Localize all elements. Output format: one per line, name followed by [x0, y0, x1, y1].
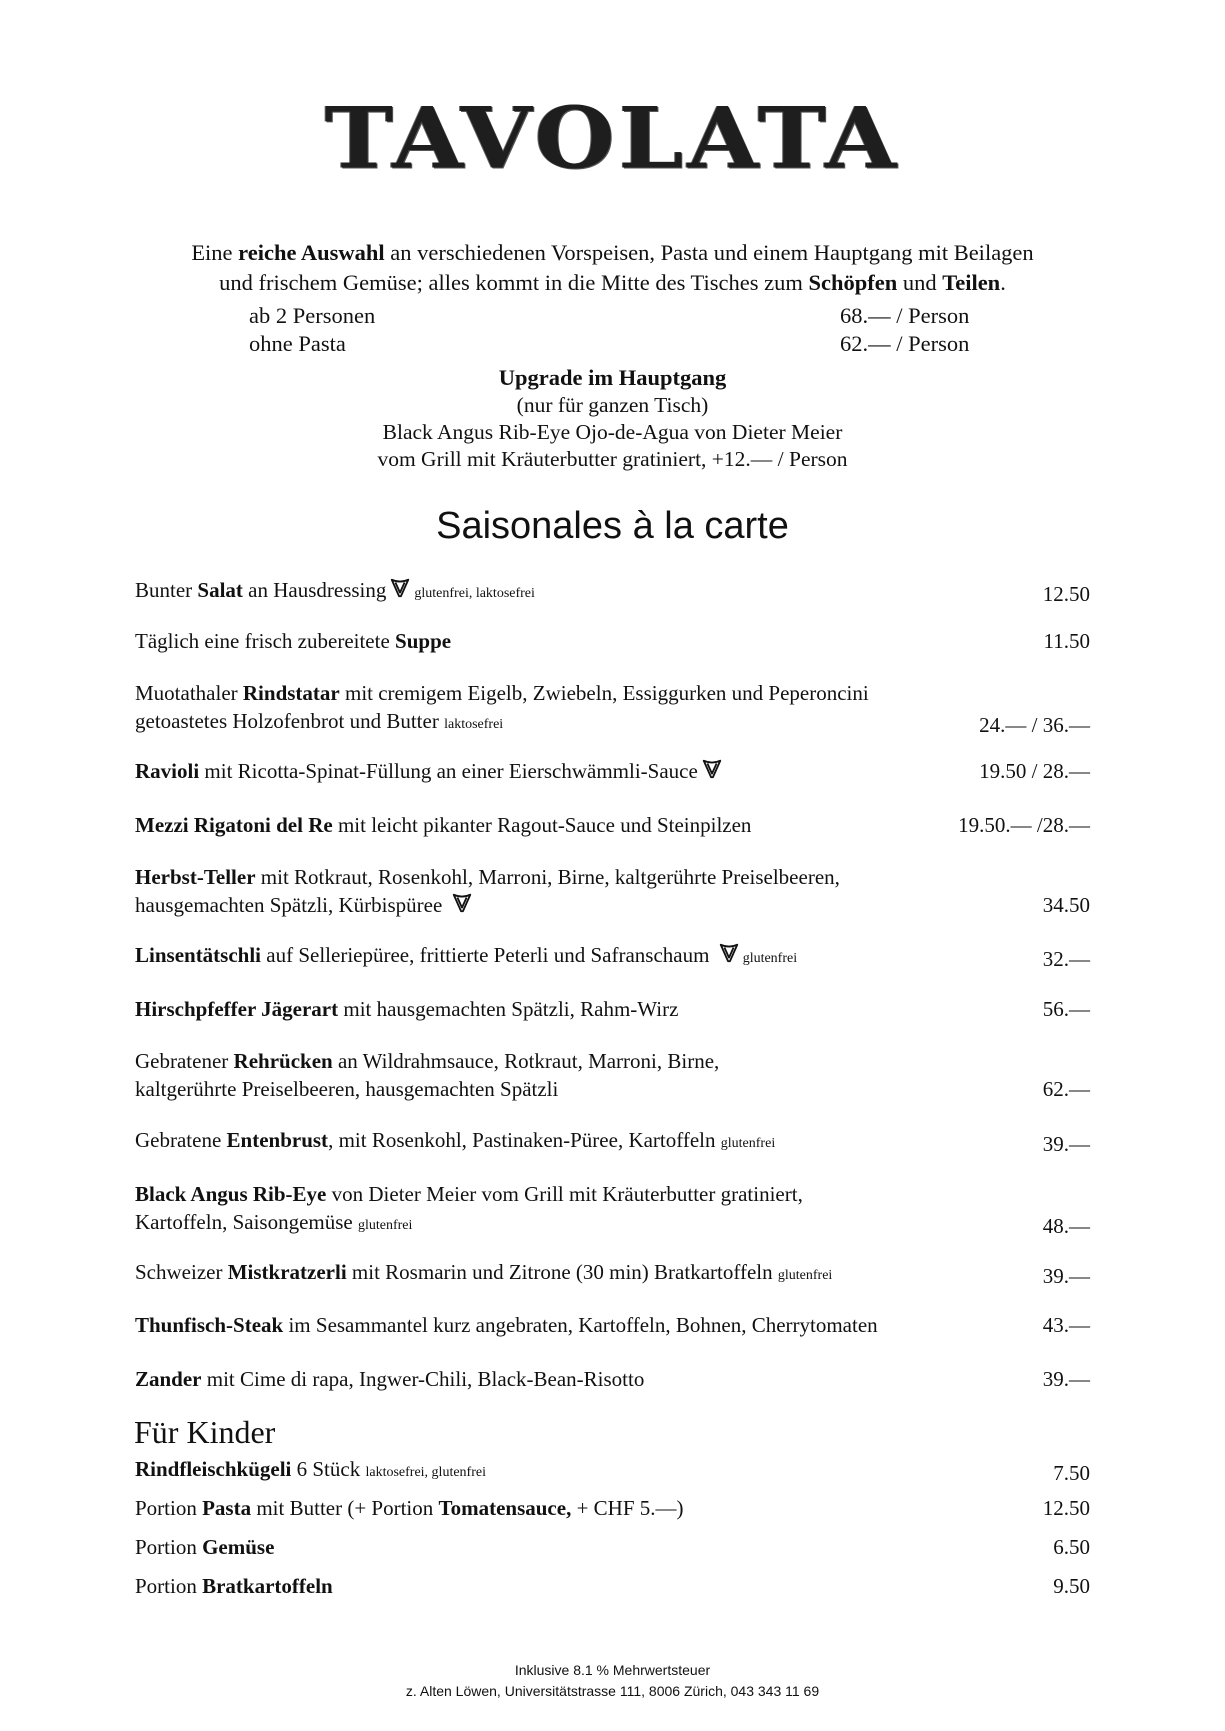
- item-price: 39.—: [1042, 1132, 1090, 1156]
- dish-name: Ravioli: [135, 759, 200, 783]
- description-line: [135, 576, 955, 608]
- kids-item: [135, 1494, 1090, 1522]
- dish-text: mit hausgemachten Spätzli, Rahm-Wirz: [338, 997, 679, 1021]
- upgrade-line-2: vom Grill mit Kräuterbutter gratiniert, +12.— / Person: [377, 447, 848, 471]
- menu-item: [135, 1365, 1090, 1393]
- diet-note: glutenfrei: [720, 1136, 776, 1151]
- dish-text: und frischem Gemüse; alles kommt in die Mitte des Tisches zum: [219, 270, 809, 295]
- description-line: [135, 1311, 955, 1339]
- dish-text: auf Selleriepüree, frittierte Peterli und Safranschaum: [261, 943, 715, 967]
- description-line: [135, 1258, 955, 1290]
- item-price: 24.— / 36.—: [979, 713, 1090, 737]
- menu-item: [135, 679, 1090, 739]
- description-line: [135, 811, 955, 839]
- dish-text: im Sesammantel kurz angebraten, Kartoffeln, Bohnen, Cherrytomaten: [283, 1313, 878, 1337]
- item-description: [135, 1365, 955, 1393]
- dish-text: getoastetes Holzofenbrot und Butter: [135, 709, 445, 733]
- menu-item: [135, 1311, 1090, 1339]
- dish-text: Portion: [135, 1574, 203, 1598]
- kids-item: [135, 1572, 1090, 1600]
- item-description: [135, 1180, 955, 1240]
- item-description: [135, 1126, 955, 1158]
- menu-item: [135, 1180, 1090, 1240]
- price-label: ohne Pasta: [249, 331, 346, 356]
- intro-line-2: [0, 268, 1225, 298]
- diet-note: laktosefrei: [444, 717, 504, 732]
- menu-item: [135, 576, 1090, 608]
- dish-text: und: [897, 270, 943, 295]
- item-price: 7.50: [1053, 1461, 1090, 1485]
- dish-text: von Dieter Meier vom Grill mit Kräuterbutter gratiniert,: [326, 1182, 803, 1206]
- dish-text: mit Ricotta-Spinat-Füllung an einer Eierschwämmli-Sauce: [199, 759, 698, 783]
- dish-text: an Hausdressing: [242, 578, 387, 602]
- kids-item: [135, 1533, 1090, 1561]
- item-description: [135, 941, 955, 973]
- item-price: 12.50: [1042, 582, 1090, 606]
- item-price: 19.50.— /28.—: [958, 813, 1090, 837]
- menu-item: [135, 941, 1090, 973]
- dish-name: Mistkratzerli: [227, 1260, 347, 1284]
- intro-text: [0, 238, 1225, 298]
- dish-name: Pasta: [202, 1496, 252, 1520]
- dish-text: Bunter: [135, 578, 198, 602]
- item-price: 12.50: [1042, 1496, 1090, 1520]
- diet-note: laktosefrei, glutenfrei: [365, 1465, 486, 1480]
- diet-note: glutenfrei: [357, 1218, 413, 1233]
- item-description: [135, 811, 955, 839]
- dish-text: Gebratene: [135, 1128, 227, 1152]
- dish-text: kaltgerührte Preiselbeeren, hausgemachten Spätzli: [135, 1077, 559, 1101]
- dish-name: Tomatensauce,: [438, 1496, 572, 1520]
- dish-text: Eine: [191, 240, 239, 265]
- dish-text: mit Butter (+ Portion: [251, 1496, 439, 1520]
- item-price: 56.—: [1042, 997, 1090, 1021]
- description-line: [135, 1047, 955, 1075]
- diet-note: glutenfrei: [742, 951, 798, 966]
- menu-item: [135, 995, 1090, 1023]
- menu-item: [135, 863, 1090, 919]
- dish-text: hausgemachten Spätzli, Kürbispüree: [135, 893, 448, 917]
- dish-text: Kartoffeln, Saisongemüse: [135, 1210, 358, 1234]
- item-price: 43.—: [1042, 1313, 1090, 1337]
- dish-name: Herbst-Teller: [135, 865, 256, 889]
- dish-text: an Wildrahmsauce, Rotkraut, Marroni, Birne,: [332, 1049, 720, 1073]
- item-price: 6.50: [1053, 1535, 1090, 1559]
- item-price: 19.50 / 28.—: [979, 759, 1090, 783]
- description-line: [135, 627, 955, 655]
- item-description: [135, 679, 955, 739]
- item-description: [135, 1572, 955, 1600]
- item-description: [135, 1311, 955, 1339]
- item-price: 39.—: [1042, 1367, 1090, 1391]
- dish-text: mit leicht pikanter Ragout-Sauce und Steinpilzen: [332, 813, 752, 837]
- dish-text: Portion: [135, 1496, 203, 1520]
- description-line: [135, 1208, 955, 1240]
- restaurant-logo: [0, 88, 1225, 188]
- item-description: [135, 1258, 955, 1290]
- item-price: 62.—: [1042, 1077, 1090, 1101]
- dish-name: Teilen: [942, 270, 1001, 295]
- description-line: [135, 1572, 955, 1600]
- dish-name: Zander: [135, 1367, 202, 1391]
- description-line: [135, 1180, 955, 1208]
- vegetarian-icon: [389, 577, 411, 599]
- item-description: [135, 576, 955, 608]
- item-description: [135, 1533, 955, 1561]
- dish-name: Thunfisch-Steak: [135, 1313, 284, 1337]
- kids-item: [135, 1455, 1090, 1487]
- description-line: [135, 1494, 955, 1522]
- description-line: [135, 1126, 955, 1158]
- diet-note: glutenfrei: [777, 1268, 833, 1283]
- item-price: 11.50: [1043, 629, 1090, 653]
- dish-text: Muotathaler: [135, 681, 243, 705]
- dish-name: Linsentätschli: [135, 943, 262, 967]
- dish-name: Rindfleischkügeli: [135, 1457, 292, 1481]
- item-description: [135, 757, 955, 785]
- item-description: [135, 995, 955, 1023]
- description-line: [135, 863, 955, 891]
- dish-text: 6 Stück: [291, 1457, 366, 1481]
- description-line: [135, 995, 955, 1023]
- description-line: [135, 757, 955, 785]
- dish-text: mit Cime di rapa, Ingwer-Chili, Black-Bean-Risotto: [201, 1367, 645, 1391]
- item-description: [135, 1047, 955, 1103]
- item-description: [135, 1455, 955, 1487]
- menu-item: [135, 1126, 1090, 1158]
- item-description: [135, 1494, 955, 1522]
- description-line: [135, 1533, 955, 1561]
- dish-text: mit cremigem Eigelb, Zwiebeln, Essiggurken und Peperoncini: [339, 681, 869, 705]
- item-price: 32.—: [1042, 947, 1090, 971]
- item-description: [135, 627, 955, 655]
- item-description: [135, 863, 955, 919]
- footer-vat: Inklusive 8.1 % Mehrwertsteuer: [514, 1662, 711, 1678]
- description-line: [135, 941, 955, 973]
- item-price: 34.50: [1042, 893, 1090, 917]
- dish-name: Gemüse: [202, 1535, 275, 1559]
- dish-text: mit Rosmarin und Zitrone (30 min) Bratkartoffeln: [346, 1260, 778, 1284]
- description-line: [135, 679, 955, 707]
- dish-name: Entenbrust: [226, 1128, 329, 1152]
- dish-text: an verschiedenen Vorspeisen, Pasta und einem Hauptgang mit Beilagen: [384, 240, 1034, 265]
- dish-name: Hirschpfeffer Jägerart: [135, 997, 339, 1021]
- dish-name: Rindstatar: [242, 681, 340, 705]
- vegetarian-icon: [718, 942, 740, 964]
- dish-text: Portion: [135, 1535, 203, 1559]
- menu-item: [135, 757, 1090, 785]
- diet-note: glutenfrei, laktosefrei: [414, 586, 535, 601]
- dish-text: Schweizer: [135, 1260, 228, 1284]
- intro-line-1: [0, 238, 1225, 268]
- upgrade-block: [0, 364, 1225, 473]
- description-line: [135, 1455, 955, 1487]
- section-title: Saisonales à la carte: [436, 505, 789, 547]
- dish-text: .: [1000, 270, 1006, 295]
- price-value: 62.— / Person: [840, 331, 970, 356]
- kids-section-title: Für Kinder: [134, 1414, 276, 1450]
- dish-text: , mit Rosenkohl, Pastinaken-Püree, Kartoffeln: [328, 1128, 721, 1152]
- vegetarian-icon: [451, 892, 473, 914]
- price-value: 68.— / Person: [840, 303, 970, 328]
- dish-text: + CHF 5.—): [571, 1496, 684, 1520]
- price-label: ab 2 Personen: [249, 303, 376, 328]
- upgrade-note: (nur für ganzen Tisch): [516, 393, 709, 417]
- dish-text: Täglich eine frisch zubereitete: [135, 629, 396, 653]
- dish-name: Black Angus Rib-Eye: [135, 1182, 327, 1206]
- upgrade-line-1: Black Angus Rib-Eye Ojo-de-Agua von Dieter Meier: [382, 420, 843, 444]
- dish-name: Mezzi Rigatoni del Re: [135, 813, 333, 837]
- footer-address: z. Alten Löwen, Universitätstrasse 111, 8006 Zürich, 043 343 11 69: [405, 1683, 820, 1699]
- item-price: 48.—: [1042, 1214, 1090, 1238]
- item-price: 39.—: [1042, 1264, 1090, 1288]
- description-line: [135, 1365, 955, 1393]
- dish-name: reiche Auswahl: [238, 240, 385, 265]
- menu-item: [135, 1258, 1090, 1290]
- vegetarian-icon: [701, 758, 723, 780]
- dish-text: mit Rotkraut, Rosenkohl, Marroni, Birne, kaltgerührte Preiselbeeren,: [255, 865, 840, 889]
- description-line: [135, 891, 955, 919]
- menu-item: [135, 627, 1090, 655]
- logo-text: TAVOLATA: [324, 88, 901, 188]
- menu-item: [135, 811, 1090, 839]
- description-line: [135, 1075, 955, 1103]
- dish-text: Gebratener: [135, 1049, 234, 1073]
- dish-name: Salat: [197, 578, 243, 602]
- dish-name: Suppe: [395, 629, 452, 653]
- dish-name: Bratkartoffeln: [202, 1574, 333, 1598]
- item-price: 9.50: [1053, 1574, 1090, 1598]
- dish-name: Rehrücken: [233, 1049, 333, 1073]
- menu-item: [135, 1047, 1090, 1103]
- dish-name: Schöpfen: [808, 270, 898, 295]
- description-line: [135, 707, 955, 739]
- upgrade-title: Upgrade im Hauptgang: [498, 365, 727, 390]
